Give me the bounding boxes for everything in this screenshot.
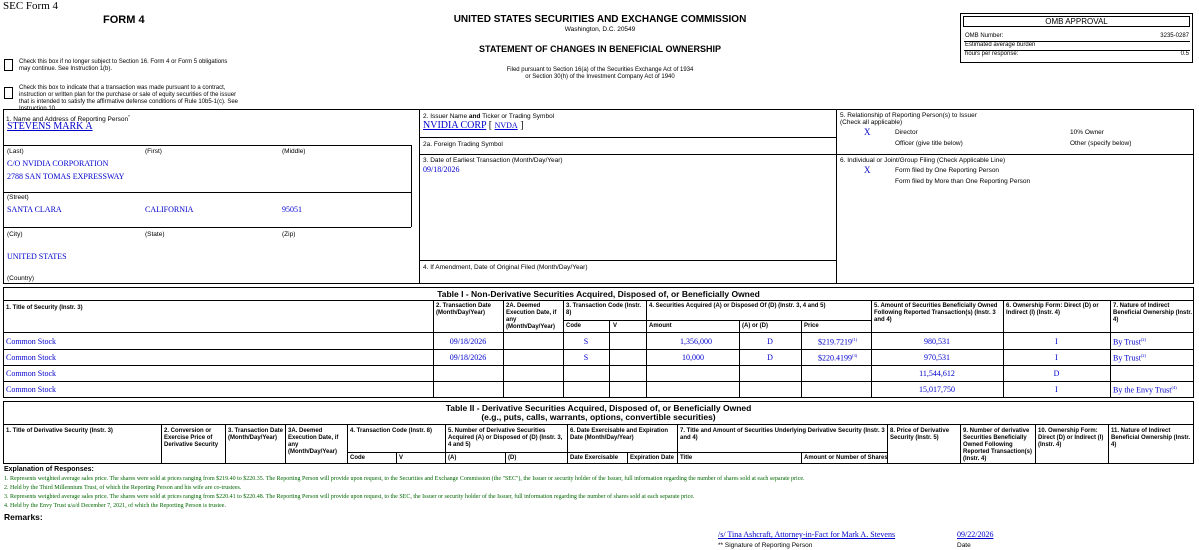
issuer-name-link[interactable]: NVIDIA CORP xyxy=(423,120,487,131)
omb-hours-value: 0.5 xyxy=(1180,51,1189,57)
t1-row-4-form: I xyxy=(1055,385,1058,394)
signature-name: /s/ Tina Ashcraft, Attorney-in-Fact for Mark A. Stevens xyxy=(718,530,896,539)
t2-header-underlying-title: Title xyxy=(680,455,693,461)
t2-header-underlying: 7. Title and Amount of Securities Underlying Derivative Security (Instr. 3 and 4) xyxy=(680,428,885,441)
issuer-ticker[interactable]: NVDA xyxy=(494,121,518,130)
t1-row-1-owned: 980,531 xyxy=(924,337,950,346)
t1-row-1-date: 09/18/2026 xyxy=(449,337,487,346)
t1-row-2-title: Common Stock xyxy=(6,353,57,362)
filed-pursuant-1: Filed pursuant to Section 16(a) of the Securities Exchange Act of 1934 xyxy=(506,67,694,73)
table-2-title: Table II - Derivative Securities Acquired, Disposed of, or Beneficially Owned xyxy=(445,403,752,413)
statement-title: STATEMENT OF CHANGES IN BENEFICIAL OWNERSHIP xyxy=(478,44,721,54)
t2-header-price: 8. Price of Derivative Security (Instr. 5) xyxy=(890,428,950,441)
t1-header-code-sub: Code xyxy=(566,323,581,329)
agency-location: Washington, D.C. 20549 xyxy=(564,26,636,33)
t2-header-exercisable: 6. Date Exercisable and Expiration Date (Month/Day/Year) xyxy=(570,428,669,441)
t1-row-4-owned: 15,017,750 xyxy=(919,385,955,394)
rule10b5-checkbox[interactable] xyxy=(4,87,13,99)
one-person-label: Form filed by One Reporting Person xyxy=(895,167,1000,174)
table-1-title: Table I - Non-Derivative Securities Acquired, Disposed of, or Beneficially Owned xyxy=(437,289,760,299)
country-value: UNITED STATES xyxy=(7,252,67,261)
zip-value: 95051 xyxy=(282,205,302,214)
t1-row-2-price: $220.4199$^{(3)}$ xyxy=(818,353,858,363)
rule10b5-text: Check this box to indicate that a transaction was made pursuant to a contract, instruction or written plan for the purchase or sale of equity securities of the issuer that is intended to satisfy the affirmative defense conditions of Rule 10b5-1(c). See Instruction 10. xyxy=(19,85,239,112)
omb-hours-label: hours per response: xyxy=(965,51,1019,57)
earliest-date-label: 3. Date of Earliest Transaction (Month/Day/Year) xyxy=(423,157,563,164)
address-line-1: C/O NVIDIA CORPORATION xyxy=(7,159,109,168)
director-label: Director xyxy=(895,129,918,136)
signature-date-label: Date xyxy=(957,542,971,549)
filing-label: 6. Individual or Joint/Group Filing (Check Applicable Line) xyxy=(840,157,1006,164)
t1-header-v: V xyxy=(613,323,618,329)
omb-number-value: 3235-0287 xyxy=(1160,33,1189,39)
remarks-title: Remarks: xyxy=(4,512,43,522)
state-value: CALIFORNIA xyxy=(145,205,194,214)
t2-header-conversion: 2. Conversion or Exercise Price of Derivative Security xyxy=(164,428,219,448)
t2-header-expiration: Expiration Date xyxy=(630,455,675,461)
relationship-label: 5. Relationship of Reporting Person(s) to Issuer xyxy=(840,112,977,119)
footnote-3: 3. Represents weighted average sales price. The shares were sold at prices ranging from $220.41 to $220.48. The Reporting Person will provide upon request, to the SEC, the Issuer or security holder of the Issuer, full information regarding the number of shares sold at each separate price. xyxy=(4,494,695,500)
t1-row-4-nature: By the Envy Trust$^{(4)}$ xyxy=(1113,385,1177,395)
t2-header-form: 10. Ownership Form: Direct (D) or Indirect (I) (Instr. 4) xyxy=(1038,428,1104,448)
filed-pursuant-2: or Section 30(h) of the Investment Company Act of 1940 xyxy=(525,74,675,80)
t2-header-underlying-amount: Amount or Number of Shares xyxy=(804,455,888,461)
reporting-person-name-link[interactable]: STEVENS MARK A xyxy=(7,121,93,132)
table-2-subtitle: (e.g., puts, calls, warrants, options, convertible securities) xyxy=(481,412,716,422)
t1-header-title: 1. Title of Security (Instr. 3) xyxy=(6,305,83,311)
t1-row-2-form: I xyxy=(1055,353,1058,362)
t1-header-amount: Amount xyxy=(649,323,672,329)
signature-date: 09/22/2026 xyxy=(957,530,994,539)
t1-row-4-title: Common Stock xyxy=(6,385,57,394)
t2-header-date-exercisable: Date Exercisable xyxy=(570,455,619,461)
t1-row-2-code: S xyxy=(583,353,589,362)
section16-text: Check this box if no longer subject to Section 16. Form 4 or Form 5 obligations may continue. See Instruction 1(b). xyxy=(19,59,228,72)
t1-header-code: 3. Transaction Code (Instr. 8) xyxy=(566,303,642,316)
t2-header-a: (A) xyxy=(448,455,457,461)
t1-row-1-price: $219.7219$^{(1)}$ xyxy=(818,337,858,347)
t2-header-d: (D) xyxy=(508,455,517,461)
address-line-2: 2788 SAN TOMAS EXPRESSWAY xyxy=(7,172,125,181)
director-checkmark[interactable]: X xyxy=(864,127,871,137)
t1-row-1-form: I xyxy=(1055,337,1058,346)
t1-row-3-title: Common Stock xyxy=(6,369,57,378)
street-label: (Street) xyxy=(7,194,29,201)
filer-info-section xyxy=(3,109,1194,284)
signature-label: ** Signature of Reporting Person xyxy=(718,542,813,549)
one-person-checkmark[interactable]: X xyxy=(864,165,871,175)
section16-checkbox[interactable] xyxy=(4,59,13,71)
footnote-1: 1. Represents weighted average sales price. The shares were sold at prices ranging from $219.40 to $220.35. The Reporting Person will provide upon request, to the Securities and Exchange Commission (the "SEC"), the Issuer or security holder of the Issuer, full information regarding the number of shares sold at each separate price. xyxy=(4,476,805,482)
city-label: (City) xyxy=(7,231,23,238)
t2-header-owned: 9. Number of derivative Securities Beneficially Owned Following Reported Transaction(s) (Instr. 4) xyxy=(963,428,1033,462)
t1-row-1-title: Common Stock xyxy=(6,337,57,346)
t1-header-date: 2. Transaction Date (Month/Day/Year) xyxy=(436,303,492,316)
t1-row-3-form: D xyxy=(1053,369,1060,378)
t1-row-2-ad: D xyxy=(767,353,773,362)
ten-pct-owner-label: 10% Owner xyxy=(1070,129,1104,136)
omb-number-label: OMB Number: xyxy=(965,33,1004,39)
page-label: SEC Form 4 xyxy=(3,0,59,12)
omb-box xyxy=(960,13,1193,63)
foreign-symbol-label: 2a. Foreign Trading Symbol xyxy=(423,141,503,148)
issuer-name: NVIDIA CORP [ NVDA ] xyxy=(423,120,524,131)
t1-header-nature: 7. Nature of Indirect Beneficial Ownership (Instr. 4) xyxy=(1113,303,1193,323)
other-label: Other (specify below) xyxy=(1070,140,1132,147)
reporting-person-label: 1. Name and Address of Reporting Person* xyxy=(6,114,130,124)
agency-name: UNITED STATES SECURITIES AND EXCHANGE COMMISSION xyxy=(453,14,747,25)
first-label: (First) xyxy=(145,148,162,155)
officer-label: Officer (give title below) xyxy=(895,140,963,147)
issuer-label: 2. Issuer Name and Ticker or Trading Symbol xyxy=(423,113,555,120)
t1-row-2-date: 09/18/2026 xyxy=(449,353,487,362)
t2-header-deemed: 3A. Deemed Execution Date, if any (Month/Day/Year) xyxy=(288,428,339,455)
zip-label: (Zip) xyxy=(282,231,296,238)
t2-header-nature: 11. Nature of Indirect Beneficial Ownership (Instr. 4) xyxy=(1111,428,1191,448)
t1-row-1-nature: By Trust$^{(2)}$ xyxy=(1113,337,1147,347)
footnote-4: 4. Held by the Envy Trust u/a/d December 7, 2021, of which the Reporting Person is trustee. xyxy=(4,503,226,509)
country-label: (Country) xyxy=(7,275,35,282)
t1-row-1-ad: D xyxy=(767,337,773,346)
t1-header-ad: (A) or (D) xyxy=(742,323,768,329)
t1-header-form: 6. Ownership Form: Direct (D) or Indirect (I) (Instr. 4) xyxy=(1006,303,1099,316)
t1-header-owned: 5. Amount of Securities Beneficially Owned Following Reported Transaction(s) (Instr. 3 and 4) xyxy=(874,303,998,323)
city-value: SANTA CLARA xyxy=(7,205,62,214)
footnote-2: 2. Held by the Third Millennium Trust, of which the Reporting Person and his wife are co-trustees. xyxy=(4,485,242,491)
t1-row-1-code: S xyxy=(583,337,589,346)
state-label: (State) xyxy=(145,231,165,238)
explanation-title: Explanation of Responses: xyxy=(4,466,94,473)
t2-header-date: 3. Transaction Date (Month/Day/Year) xyxy=(228,428,284,441)
t2-header-v: V xyxy=(399,455,404,461)
relationship-sublabel: (Check all applicable) xyxy=(840,119,903,126)
t1-row-2-amount: 10,000 xyxy=(682,353,704,362)
t2-header-number: 5. Number of Derivative Securities Acquired (A) or Disposed of (D) (Instr. 3, 4 and 5) xyxy=(448,428,563,448)
form-title: FORM 4 xyxy=(103,14,145,26)
omb-burden-label: Estimated average burden xyxy=(965,42,1036,48)
middle-label: (Middle) xyxy=(282,148,306,155)
t2-header-code: 4. Transaction Code (Instr. 8) xyxy=(350,428,433,434)
t1-header-price: Price xyxy=(804,323,819,329)
t1-row-2-nature: By Trust$^{(2)}$ xyxy=(1113,353,1147,363)
t1-header-acquired: 4. Securities Acquired (A) or Disposed Of (D) (Instr. 3, 4 and 5) xyxy=(649,303,826,309)
amendment-label: 4. If Amendment, Date of Original Filed (Month/Day/Year) xyxy=(423,264,588,271)
t1-row-1-amount: 1,356,000 xyxy=(680,337,712,346)
t1-row-3-owned: 11,544,612 xyxy=(919,369,955,378)
omb-title: OMB APPROVAL xyxy=(963,16,1190,27)
t2-header-code-sub: Code xyxy=(350,455,365,461)
multi-person-label: Form filed by More than One Reporting Person xyxy=(895,178,1031,185)
last-label: (Last) xyxy=(7,148,24,155)
t1-row-2-owned: 970,531 xyxy=(924,353,950,362)
earliest-date-value: 09/18/2026 xyxy=(423,165,460,174)
t2-header-title: 1. Title of Derivative Security (Instr. 3) xyxy=(6,428,113,434)
t1-header-deemed: 2A. Deemed Execution Date, if any (Month/Day/Year) xyxy=(506,303,557,330)
